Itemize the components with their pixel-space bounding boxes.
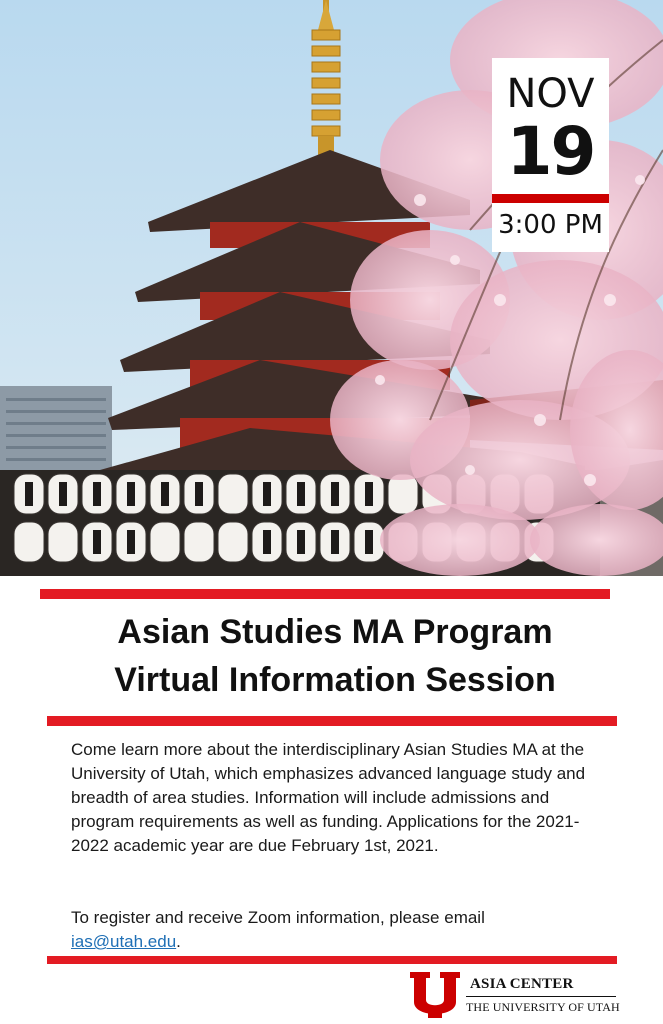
- asia-center-logo: [408, 970, 628, 1020]
- title-line-1: Asian Studies MA Program: [117, 613, 553, 651]
- date-time: 3:00 PM: [498, 210, 603, 240]
- page-title: [40, 608, 630, 704]
- email-link[interactable]: ias@utah.edu: [71, 932, 177, 951]
- university-u-logo-icon: [408, 970, 462, 1020]
- logo-asia-center-text: ASIA CENTER: [470, 976, 574, 992]
- email-suffix: .: [176, 932, 181, 951]
- date-badge: [492, 58, 609, 252]
- registration-instructions: To register and receive Zoom information, please email: [71, 908, 485, 927]
- title-line-2: Virtual Information Session: [114, 661, 556, 699]
- middle-divider: [47, 716, 617, 726]
- bottom-divider: [47, 956, 617, 964]
- registration-text: [71, 906, 601, 954]
- top-divider: [40, 589, 610, 599]
- date-divider: [492, 194, 609, 203]
- program-description: Come learn more about the interdisciplinary Asian Studies MA at the University of Utah, which emphasizes advanced language study and breadth of area studies. Information will include admissions and program requirements as well as funding. Applications for the 2021-2022 academic year are due February 1st, 2021.: [71, 740, 586, 855]
- logo-university-text: THE UNIVERSITY OF UTAH: [466, 1000, 620, 1014]
- date-day: 19: [506, 113, 595, 190]
- date-month: NOV: [506, 71, 595, 117]
- logo-divider: [466, 996, 616, 997]
